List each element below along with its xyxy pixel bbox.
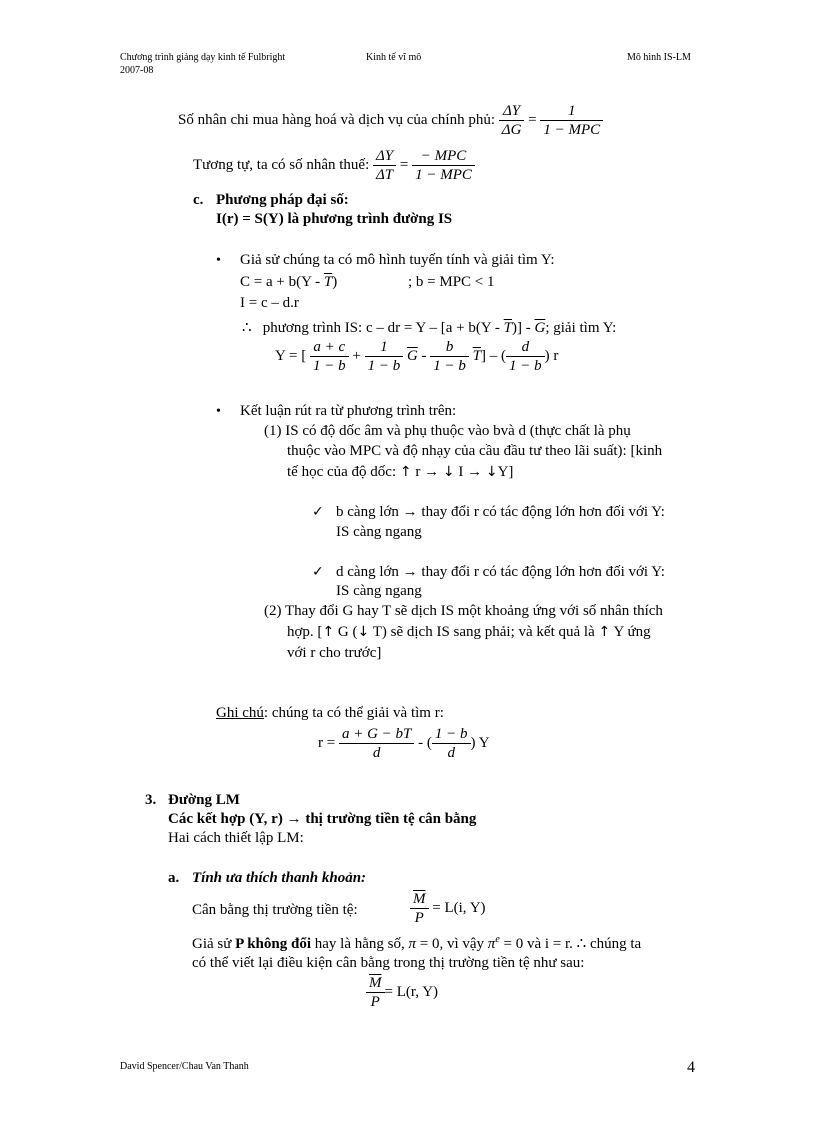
- page-number: 4: [687, 1059, 695, 1076]
- down-arrow-icon: ↓: [485, 464, 498, 480]
- gov-multiplier: Số nhân chi mua hàng hoá và dịch vụ của chính phủ: $\frac{\Delta Y}{\Delta G}$ = $\frac{1}{\text{1 − MPC}}$: [178, 102, 603, 139]
- money-balance-eq: $\frac{\overline{M}}{P}$ = L(i, Y): [410, 890, 486, 927]
- section-c-subtitle: I(r) = S(Y) là phương trình đường IS: [216, 211, 453, 227]
- is-equation: ∴ phương trình IS: c – dr = $Y - [a + b(Y - \overline{T})] - \overline{G}$; giải tìm Y:: [242, 320, 617, 336]
- down-arrow-icon: ↓: [357, 624, 370, 640]
- section-c-title: Phương pháp đại số:: [216, 192, 349, 208]
- bullet-dot: •: [216, 404, 221, 419]
- tax-multiplier-label: Tương tự, ta có số nhân thuế:: [193, 156, 370, 173]
- check-icon: ✓: [312, 504, 324, 520]
- section3-title: Đường LM: [168, 792, 240, 808]
- fraction-one-over: $\frac{1}{1 - b}$: [365, 338, 404, 375]
- point2-line2: hợp. [↑ G (↓ T) sẽ dịch IS sang phải; và kết quả là ↑ Y ứng: [287, 624, 651, 640]
- section-a-marker: a.: [168, 870, 180, 886]
- assumption-line1: Giả sử P không đổi hay là hằng số, π = 0, vì vậy $\pi^e = 0$ và i = r. ∴ chúng ta: [192, 934, 642, 952]
- check1-line2: IS càng ngang: [336, 524, 422, 540]
- fraction-m-over-p: $\frac{\overline{M}}{P}$: [410, 890, 429, 927]
- y-solution: Y = [ $\frac{a + c}{1 - b}$ + $\frac{1}{1 - b}$ $\overline{G}$ - $\frac{b}{1 - b}$ $\overline{T}$] – ( $\frac{d}{1 - b}$ ) r: [275, 339, 559, 374]
- note-label: Ghi chú: [216, 705, 264, 721]
- section-c-marker: c.: [193, 192, 204, 208]
- gov-fraction-lhs: $\frac{\Delta Y}{\Delta G}$: [499, 102, 525, 139]
- bullet2-intro: Kết luận rút ra từ phương trình trên:: [240, 403, 457, 419]
- up-arrow-icon: ↑: [598, 624, 611, 640]
- tax-fraction-lhs: $\frac{\Delta Y}{\Delta T}$: [373, 147, 396, 184]
- money-balance-label: Cân bằng thị trường tiền tệ:: [192, 902, 358, 918]
- down-arrow-icon: ↓: [442, 464, 455, 480]
- bullet-dot: •: [216, 253, 221, 268]
- point2-line1: (2) Thay đổi G hay T sẽ dịch IS một khoảng ứng với số nhân thích: [264, 603, 663, 619]
- r-solution: r = $\frac{a + G - bT}{d}$ - ( $\frac{1 - b}{d}$ ) Y: [318, 726, 490, 761]
- up-arrow-icon: ↑: [322, 624, 335, 640]
- note: Ghi chú: chúng ta có thể giải và tìm r:: [216, 705, 444, 721]
- section3-subtitle: Các kết hợp (Y, r) → thị trường tiền tệ cân bằng: [168, 811, 477, 827]
- fraction-r-slope: $\frac{1 - b}{d}$: [432, 725, 471, 762]
- check2-line2: IS càng ngang: [336, 583, 422, 599]
- gov-fraction-rhs: $\frac{1}{\text{1 − MPC}}$: [540, 102, 603, 139]
- header-program: Chương trình giảng dạy kinh tế Fulbright: [120, 52, 286, 63]
- bullet1-intro: Giả sử chúng ta có mô hình tuyến tính và giải tìm Y:: [240, 252, 555, 268]
- check-icon: ✓: [312, 564, 324, 580]
- fraction-b: $\frac{b}{1 - b}$: [430, 338, 469, 375]
- investment-equation: I = c – d.r: [240, 295, 299, 311]
- point1-line1: (1) IS có độ dốc âm và phụ thuộc vào bvà d (thực chất là phụ: [264, 423, 631, 439]
- header-course: Kinh tế vĩ mô: [366, 52, 422, 63]
- up-arrow-icon: ↑: [399, 464, 412, 480]
- footer-author: David Spencer/Chau Van Thanh: [120, 1061, 249, 1072]
- section-a-title: Tính ưa thích thanh khoản:: [192, 870, 367, 886]
- point1-line3: tế học của độ dốc: ↑ r → ↓ I → ↓Y]: [287, 464, 514, 480]
- assumption-line2: có thể viết lại điều kiện cân bằng trong thị trường tiền tệ như sau:: [192, 955, 585, 971]
- header-year: 2007-08: [120, 65, 154, 76]
- therefore-symbol: ∴: [242, 320, 252, 336]
- mpc-condition: ; b = MPC < 1: [408, 274, 495, 290]
- fraction-m-over-p: $\frac{\overline{M}}{P}$: [366, 974, 385, 1011]
- fraction-d: $\frac{d}{1 - b}$: [506, 338, 545, 375]
- point1-line2: thuộc vào MPC và độ nhạy của cầu đầu tư theo lãi suất): [kinh: [287, 443, 663, 459]
- point2-line3: với r cho trước]: [287, 645, 382, 661]
- header-topic: Mô hình IS-LM: [627, 52, 691, 63]
- section3-number: 3.: [145, 792, 157, 808]
- section3-text: Hai cách thiết lập LM:: [168, 830, 304, 846]
- lm-equation: $\frac{\overline{M}}{P}$ = L(r, Y): [366, 974, 438, 1011]
- check1-line1: b càng lớn → thay đổi r có tác động lớn hơn đối với Y:: [336, 504, 665, 520]
- tax-multiplier: Tương tự, ta có số nhân thuế: $\frac{\Delta Y}{\Delta T}$ = $\frac{\text{− MPC}}{\text{1 − MPC}}$: [193, 147, 475, 184]
- fraction-a-plus-c: $\frac{a + c}{1 - b}$: [310, 338, 349, 375]
- check2-line1: d càng lớn → thay đổi r có tác động lớn hơn đối với Y:: [336, 564, 665, 580]
- tax-fraction-rhs: $\frac{\text{− MPC}}{\text{1 − MPC}}$: [412, 147, 475, 184]
- consumption-equation: $C = a + b(Y - \overline{T})$: [240, 274, 338, 290]
- fraction-r-main: $\frac{a + G - bT}{d}$: [339, 725, 414, 762]
- gov-multiplier-label: Số nhân chi mua hàng hoá và dịch vụ của chính phủ:: [178, 111, 496, 128]
